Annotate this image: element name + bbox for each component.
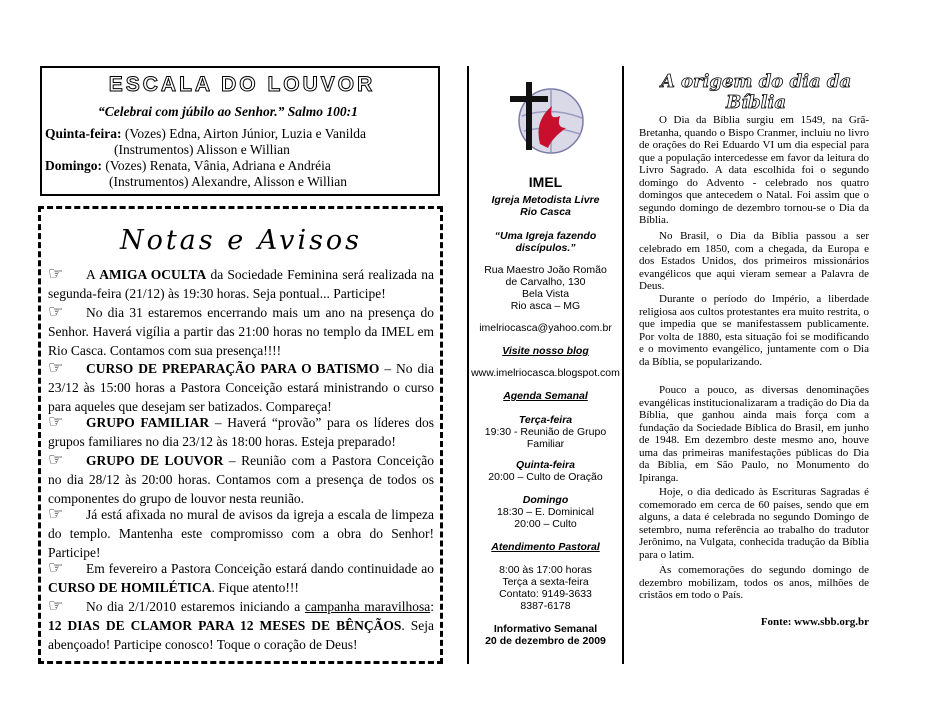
- quinta-label: Quinta-feira:: [45, 126, 122, 141]
- email-link[interactable]: imelriocasca@yahoo.com.br: [479, 322, 612, 334]
- pointing-hand-icon: ☞: [48, 264, 64, 284]
- escala-verse: “Celebrai com júbilo ao Senhor.” Salmo 100:1: [98, 104, 358, 119]
- nota-item: ☞ A AMIGA OCULTA da Sociedade Feminina será realizada na segunda-feira (21/12) às 19:30 horas. Seja pontual... Participe!: [48, 264, 434, 301]
- quinta-label-mid: Quinta-feira: [516, 459, 575, 471]
- address-line3: Bela Vista: [521, 288, 570, 300]
- nota-item: ☞ Em fevereiro a Pastora Conceição estará dando continuidade ao CURSO DE HOMILÉTICA. Fique atento!!!: [48, 558, 434, 595]
- address-line1: Rua Maestro João Romão: [484, 264, 607, 276]
- atendimento-line2: Terça a sexta-feira: [502, 576, 589, 588]
- domingo-label: Domingo:: [45, 158, 102, 173]
- terca-label: Terça-feira: [518, 414, 573, 426]
- pointing-hand-icon: ☞: [48, 558, 64, 578]
- quinta-text: 20:00 – Culto de Oração: [488, 471, 603, 483]
- atendimento-line4: 8387-6178: [520, 600, 571, 612]
- agenda-label: Agenda Semanal: [503, 390, 588, 402]
- domingo-instrumentos: (Instrumentos) Alexandre, Alisson e Willian: [109, 174, 348, 189]
- church-name: Igreja Metodista Livre: [491, 194, 600, 206]
- terca-text1: 19:30 - Reunião de Grupo: [484, 426, 607, 438]
- nota-item: ☞ Já está afixada no mural de avisos da igreja a escala de limpeza do templo. Mantenha este compromisso com a obra do Senhor! Participe!: [48, 504, 434, 560]
- nota-item: ☞ No dia 31 estaremos encerrando mais um ano na presença do Senhor. Haverá vigília a partir das 21:00 horas no templo da IMEL em Rio Casca. Contamos com sua presença!!!!: [48, 302, 434, 358]
- church-logo-icon: [504, 76, 589, 161]
- informativo-label: Informativo Semanal: [493, 623, 598, 635]
- biblia-paragraph: Pouco a pouco, as diversas denominações evangélicas institucionalizaram a tradição do Dia da Bíblia, que ganhou ainda mais força com a fundação da Sociedade Bíblica do Brasil, em junho de 1948. Em dezembro deste mesmo ano, houve uma das primeiras manifestações públicas do Dia da Bíblia, em São Paulo, no Monumento do Ipiranga.: [639, 384, 869, 484]
- biblia-paragraph: As comemorações do segundo domingo de dezembro mobilizam, todos os anos, milhões de cristãos em todo o País.: [639, 564, 869, 601]
- blog-label: Visite nosso blog: [502, 345, 589, 357]
- pointing-hand-icon: ☞: [48, 504, 64, 524]
- nota-item: ☞ CURSO DE PREPARAÇÃO PARA O BATISMO – No dia 23/12 às 15:00 horas a Pastora Conceição estará ministrando o curso para aqueles que desejam ser batizados. Compareça!: [48, 358, 435, 414]
- informativo-date: 20 de dezembro de 2009: [485, 635, 606, 647]
- biblia-paragraph: O Dia da Bíblia surgiu em 1549, na Grã-Bretanha, quando o Bispo Cranmer, incluiu no livro de orações do Rei Eduardo VI um dia especial para que a população intercedesse em favor da leitura do Livro Sagrado. A data escolhida foi o segundo domingo do Advento - celebrado nos quatro domingos que antecedem o Natal. Foi assim que o segundo domingo de dezembro tornou-se o Dia da Bíblia.: [639, 114, 869, 226]
- blog-url-link[interactable]: www.imelriocasca.blogspot.com: [471, 367, 620, 379]
- nota-item: ☞ GRUPO FAMILIAR – Haverá “provão” para os líderes dos grupos familiares no dia 23/12 às 18:00 horas. Esteja preparado!: [48, 412, 434, 449]
- notas-avisos-box: [38, 206, 443, 664]
- pointing-hand-icon: ☞: [48, 412, 64, 432]
- imel-name: IMEL: [528, 174, 563, 190]
- pointing-hand-icon: ☞: [48, 596, 64, 616]
- biblia-paragraph: Hoje, o dia dedicado às Escrituras Sagradas é comemorado em cerca de 60 países, sendo que em alguns, a data é celebrada no segundo Domingo de setembro, numa referência ao trabalho do tradutor Jerônimo, na Vulgata, conhecida tradução da Bíblia para o latim.: [639, 486, 869, 561]
- motto-line1: “Uma Igreja fazendo: [494, 230, 597, 242]
- church-city: Rio Casca: [520, 206, 571, 218]
- domingo-vozes: (Vozes) Renata, Vânia, Adriana e Andréia: [105, 158, 331, 173]
- domingo-label-mid: Domingo: [522, 494, 569, 506]
- atendimento-label: Atendimento Pastoral: [491, 541, 600, 553]
- biblia-title: A origem do dia da Bíblia: [660, 71, 852, 113]
- escala-louvor-box: [40, 66, 440, 196]
- escala-quinta: [45, 126, 366, 142]
- biblia-paragraph: Durante o período do Império, a liberdade religiosa aos cultos protestantes era muito restrita, o que impedia que se manifestassem publicamente. Por volta de 1880, esta situação foi se modificando e o movimento evangélico, juntamente com o Dia da Bíblia, se popularizando.: [639, 293, 869, 368]
- escala-title: ESCALA DO LOUVOR: [108, 73, 376, 96]
- atendimento-line3: Contato: 9149-3633: [499, 588, 592, 600]
- nota-item: ☞ GRUPO DE LOUVOR – Reunião com a Pastora Conceição no dia 28/12 às 20:00 horas. Contamos com a presença de todos os componentes do grupo de louvor nesta reunião.: [48, 450, 434, 506]
- church-info-column: [467, 66, 624, 664]
- nota-item: ☞ No dia 2/1/2010 estaremos iniciando a campanha maravilhosa: 12 DIAS DE CLAMOR PARA 12 MESES DE BÊNÇÃOS. Seja abençoado! Participe conosco! Toque o coração de Deus!: [48, 596, 435, 652]
- pointing-hand-icon: ☞: [48, 358, 64, 378]
- pointing-hand-icon: ☞: [48, 302, 64, 322]
- quinta-instrumentos: (Instrumentos) Alisson e Willian: [114, 142, 290, 157]
- pointing-hand-icon: ☞: [48, 450, 64, 470]
- biblia-source: Fonte: www.sbb.org.br: [760, 616, 869, 628]
- address-line2: de Carvalho, 130: [505, 276, 586, 288]
- notas-title: Notas e Avisos: [119, 225, 363, 256]
- biblia-paragraph: No Brasil, o Dia da Bíblia passou a ser celebrado em 1850, com a chegada, da Europa e dos Estados Unidos, dos primeiros missionários evangélicos que aqui vieram semear a Palavra de Deus.: [639, 230, 869, 292]
- atendimento-line1: 8:00 às 17:00 horas: [499, 564, 592, 576]
- motto-line2: discípulos.”: [515, 242, 576, 254]
- escala-domingo: [45, 158, 331, 174]
- quinta-vozes: (Vozes) Edna, Airton Júnior, Luzia e Vanilda: [124, 126, 367, 141]
- address-line4: Rio asca – MG: [510, 300, 581, 312]
- domingo-text2: 20:00 – Culto: [514, 518, 577, 530]
- domingo-text1: 18:30 – E. Dominical: [497, 506, 594, 518]
- terca-text2: Familiar: [526, 438, 565, 450]
